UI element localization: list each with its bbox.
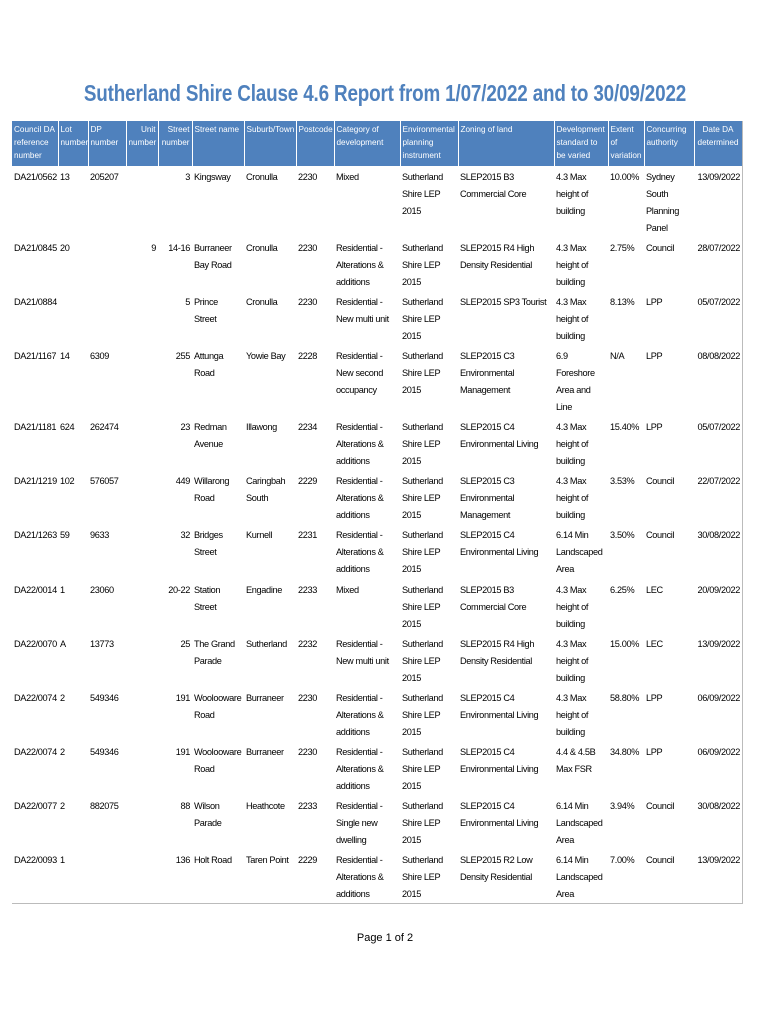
lot-cell: A — [60, 638, 66, 649]
table-row — [12, 416, 742, 470]
street-number-cell: 3 — [185, 172, 190, 182]
unit-cell — [126, 524, 158, 578]
authority-cell: Sydney South Planning Panel — [646, 172, 679, 233]
table-row — [12, 166, 742, 237]
column-header: Development standard to be varied — [554, 121, 608, 166]
da-reference-cell: DA22/0070 — [14, 638, 57, 649]
lot-cell: 1 — [60, 584, 65, 595]
postcode-cell: 2232 — [298, 638, 318, 649]
category-cell: Residential - New second occupancy — [336, 351, 384, 396]
street-number-cell: 136 — [175, 854, 190, 865]
zoning-cell: SLEP2015 C4 Environmental Living — [460, 746, 539, 774]
dp-cell — [88, 237, 126, 291]
column-header: Suburb/Town — [244, 121, 296, 166]
postcode-cell: 2230 — [298, 243, 318, 254]
da-reference-cell: DA21/0884 — [14, 297, 57, 308]
unit-cell: 9 — [151, 243, 156, 254]
planning-instrument-cell: Sutherland Shire LEP 2015 — [402, 638, 443, 683]
planning-instrument-cell: Sutherland Shire LEP 2015 — [402, 243, 443, 288]
dp-cell: 13773 — [90, 638, 114, 649]
lot-cell: 59 — [60, 530, 70, 541]
dp-cell: 262474 — [90, 422, 119, 433]
suburb-cell: Cronulla — [246, 243, 278, 254]
planning-instrument-cell: Sutherland Shire LEP 2015 — [402, 584, 443, 629]
street-number-cell: 23 — [180, 422, 190, 433]
date-cell: 20/09/2022 — [697, 584, 740, 595]
da-reference-cell: DA21/1181 — [14, 422, 57, 433]
category-cell: Mixed — [336, 584, 359, 595]
authority-cell: LEC — [646, 638, 663, 649]
authority-cell: LPP — [646, 692, 663, 703]
postcode-cell: 2231 — [298, 530, 318, 541]
planning-instrument-cell: Sutherland Shire LEP 2015 — [402, 746, 443, 791]
street-number-cell: 255 — [175, 351, 190, 362]
report-table — [12, 121, 743, 903]
planning-instrument-cell: Sutherland Shire LEP 2015 — [402, 422, 443, 467]
variation-cell: 10.00% — [610, 172, 640, 182]
zoning-cell: SLEP2015 R4 High Density Residential — [460, 243, 535, 271]
postcode-cell: 2233 — [298, 584, 318, 595]
street-name-cell: The Grand Parade — [194, 638, 235, 666]
category-cell: Residential - Alterations & additions — [336, 530, 384, 575]
dp-cell — [88, 849, 126, 903]
zoning-cell: SLEP2015 B3 Commercial Core — [460, 172, 527, 199]
postcode-cell: 2229 — [298, 476, 318, 487]
date-cell: 13/09/2022 — [697, 172, 740, 182]
street-name-cell: Woolooware Road — [194, 746, 242, 774]
street-name-cell: Bridges Street — [194, 530, 223, 558]
suburb-cell: Taren Point — [246, 854, 289, 865]
column-header: Category of development — [334, 121, 400, 166]
suburb-cell: Heathcote — [246, 800, 285, 811]
category-cell: Mixed — [336, 172, 359, 182]
suburb-cell: Burraneer — [246, 746, 284, 757]
unit-cell — [126, 470, 158, 524]
authority-cell: Council — [646, 243, 675, 254]
development-standard-cell: 4.4 & 4.5B Max FSR — [556, 746, 596, 774]
zoning-cell: SLEP2015 R4 High Density Residential — [460, 638, 535, 666]
lot-cell — [58, 291, 88, 345]
planning-instrument-cell: Sutherland Shire LEP 2015 — [402, 476, 443, 521]
development-standard-cell: 4.3 Max height of building — [556, 638, 589, 683]
column-header: Lot number — [58, 121, 88, 166]
date-cell: 05/07/2022 — [697, 422, 740, 433]
table-row — [12, 633, 742, 687]
zoning-cell: SLEP2015 C4 Environmental Living — [460, 692, 539, 720]
da-reference-cell: DA21/1167 — [14, 351, 57, 362]
street-number-cell: 5 — [185, 297, 190, 308]
zoning-cell: SLEP2015 C4 Environmental Living — [460, 800, 539, 828]
authority-cell: LPP — [646, 297, 663, 308]
suburb-cell: Cronulla — [246, 297, 278, 308]
suburb-cell: Sutherland — [246, 638, 287, 649]
date-cell: 28/07/2022 — [697, 243, 740, 254]
development-standard-cell: 4.3 Max height of building — [556, 584, 589, 629]
column-header: Street number — [158, 121, 192, 166]
variation-cell: 6.25% — [610, 584, 635, 595]
street-name-cell: Woolooware Road — [194, 692, 242, 720]
development-standard-cell: 4.3 Max height of building — [556, 692, 589, 737]
table-row — [12, 470, 742, 524]
lot-cell: 13 — [60, 172, 70, 182]
date-cell: 08/08/2022 — [697, 351, 740, 362]
da-reference-cell: DA22/0074 — [14, 692, 57, 703]
table-row — [12, 795, 742, 849]
street-name-cell: Holt Road — [194, 854, 232, 865]
variation-cell: 8.13% — [610, 297, 635, 308]
postcode-cell: 2230 — [298, 746, 318, 757]
street-name-cell: Redman Avenue — [194, 422, 227, 450]
table-row — [12, 849, 742, 903]
column-header: Environmental planning instrument — [400, 121, 458, 166]
variation-cell: N/A — [610, 351, 625, 362]
street-name-cell: Prince Street — [194, 297, 218, 325]
postcode-cell: 2230 — [298, 172, 318, 182]
unit-cell — [126, 741, 158, 795]
variation-cell: 15.40% — [610, 422, 640, 433]
variation-cell: 2.75% — [610, 243, 635, 254]
zoning-cell: SLEP2015 C3 Environmental Management — [460, 476, 515, 521]
authority-cell: LPP — [646, 746, 663, 757]
suburb-cell: Illawong — [246, 422, 277, 433]
da-reference-cell: DA21/0845 — [14, 243, 57, 254]
column-header: Extent of variation — [608, 121, 644, 166]
table-row — [12, 237, 742, 291]
date-cell: 13/09/2022 — [697, 638, 740, 649]
dp-cell: 23060 — [90, 584, 114, 595]
development-standard-cell: 6.14 Min Landscaped Area — [556, 530, 603, 575]
table-row — [12, 741, 742, 795]
street-number-cell: 449 — [175, 476, 190, 487]
planning-instrument-cell: Sutherland Shire LEP 2015 — [402, 854, 443, 899]
postcode-cell: 2234 — [298, 422, 318, 433]
street-number-cell: 32 — [180, 530, 190, 541]
lot-cell: 624 — [60, 422, 75, 433]
development-standard-cell: 4.3 Max height of building — [556, 476, 589, 521]
development-standard-cell: 4.3 Max height of building — [556, 172, 589, 216]
lot-cell: 14 — [60, 351, 70, 362]
development-standard-cell: 6.14 Min Landscaped Area — [556, 854, 603, 899]
street-number-cell: 20-22 — [168, 584, 190, 595]
date-cell: 06/09/2022 — [697, 746, 740, 757]
street-name-cell: Kingsway — [194, 172, 231, 182]
table-row — [12, 579, 742, 633]
da-reference-cell: DA22/0077 — [14, 800, 57, 811]
planning-instrument-cell: Sutherland Shire LEP 2015 — [402, 692, 443, 737]
postcode-cell: 2228 — [298, 351, 318, 362]
zoning-cell: SLEP2015 R2 Low Density Residential — [460, 854, 533, 882]
category-cell: Residential - Alterations & additions — [336, 854, 384, 899]
report-title: Sutherland Shire Clause 4.6 Report from 1/07/2022 and to 30/09/2022 — [83, 80, 687, 106]
column-header: Street name — [192, 121, 244, 166]
authority-cell: Council — [646, 800, 675, 811]
street-number-cell: 14-16 — [168, 243, 190, 254]
dp-cell: 882075 — [90, 800, 119, 811]
table-row — [12, 345, 742, 416]
lot-cell: 1 — [60, 854, 65, 865]
category-cell: Residential - New multi unit — [336, 638, 389, 666]
column-header: Zoning of land — [458, 121, 554, 166]
category-cell: Residential - Alterations & additions — [336, 422, 384, 467]
category-cell: Residential - Alterations & additions — [336, 746, 384, 791]
date-cell: 13/09/2022 — [697, 854, 740, 865]
street-number-cell: 191 — [175, 746, 190, 757]
planning-instrument-cell: Sutherland Shire LEP 2015 — [402, 530, 443, 575]
category-cell: Residential - New multi unit — [336, 297, 389, 325]
planning-instrument-cell: Sutherland Shire LEP 2015 — [402, 351, 443, 396]
zoning-cell: SLEP2015 B3 Commercial Core — [460, 584, 527, 612]
variation-cell: 15.00% — [610, 638, 640, 649]
postcode-cell: 2233 — [298, 800, 318, 811]
suburb-cell: Caringbah South — [246, 476, 286, 504]
street-number-cell: 25 — [180, 638, 190, 649]
postcode-cell: 2230 — [298, 692, 318, 703]
zoning-cell: SLEP2015 C4 Environmental Living — [460, 422, 539, 450]
dp-cell: 9633 — [90, 530, 110, 541]
table-row — [12, 524, 742, 578]
dp-cell: 576057 — [90, 476, 119, 487]
da-reference-cell: DA21/0562 — [14, 172, 57, 182]
da-reference-cell: DA22/0014 — [14, 584, 57, 595]
variation-cell: 3.53% — [610, 476, 635, 487]
unit-cell — [126, 291, 158, 345]
development-standard-cell: 6.14 Min Landscaped Area — [556, 800, 603, 845]
lot-cell: 2 — [60, 746, 65, 757]
street-name-cell: Attunga Road — [194, 351, 224, 379]
authority-cell: Council — [646, 476, 675, 487]
column-header: Council DA reference number — [12, 121, 58, 166]
unit-cell — [126, 416, 158, 470]
date-cell: 30/08/2022 — [697, 800, 740, 811]
dp-cell: 205207 — [90, 172, 119, 182]
variation-cell: 3.50% — [610, 530, 635, 541]
development-standard-cell: 4.3 Max height of building — [556, 243, 589, 288]
unit-cell — [126, 166, 158, 237]
planning-instrument-cell: Sutherland Shire LEP 2015 — [402, 800, 443, 845]
date-cell: 06/09/2022 — [697, 692, 740, 703]
postcode-cell: 2230 — [298, 297, 318, 308]
category-cell: Residential - Alterations & additions — [336, 476, 384, 521]
postcode-cell: 2229 — [298, 854, 318, 865]
development-standard-cell: 4.3 Max height of building — [556, 297, 589, 342]
street-name-cell: Willarong Road — [194, 476, 230, 504]
column-header: Unit number — [126, 121, 158, 166]
page-number: Page 1 of 2 — [356, 932, 414, 944]
street-name-cell: Burraneer Bay Road — [194, 243, 232, 271]
dp-cell: 549346 — [90, 692, 119, 703]
column-header: Concurring authority — [644, 121, 694, 166]
zoning-cell: SLEP2015 C3 Environmental Management — [460, 351, 515, 396]
street-name-cell: Station Street — [194, 584, 221, 612]
planning-instrument-cell: Sutherland Shire LEP 2015 — [402, 297, 443, 342]
zoning-cell: SLEP2015 C4 Environmental Living — [460, 530, 539, 558]
variation-cell: 7.00% — [610, 854, 635, 865]
unit-cell — [126, 795, 158, 849]
table-row — [12, 687, 742, 741]
da-reference-cell: DA21/1263 — [14, 530, 57, 541]
dp-cell — [88, 291, 126, 345]
column-header: Date DA determined — [694, 121, 742, 166]
lot-cell: 20 — [60, 243, 70, 254]
suburb-cell: Burraneer — [246, 692, 284, 703]
street-number-cell: 191 — [175, 692, 190, 703]
dp-cell: 6309 — [90, 351, 110, 362]
authority-cell: LEC — [646, 584, 663, 595]
table-row — [12, 291, 742, 345]
category-cell: Residential - Single new dwelling — [336, 800, 383, 845]
development-standard-cell: 6.9 Foreshore Area and Line — [556, 351, 595, 413]
da-reference-cell: DA22/0093 — [14, 854, 57, 865]
table-header-row — [12, 121, 742, 166]
da-reference-cell: DA21/1219 — [14, 476, 57, 487]
da-reference-cell: DA22/0074 — [14, 746, 57, 757]
suburb-cell: Cronulla — [246, 172, 278, 182]
street-number-cell: 88 — [180, 800, 190, 811]
development-standard-cell: 4.3 Max height of building — [556, 422, 589, 467]
authority-cell: LPP — [646, 351, 663, 362]
unit-cell — [126, 579, 158, 633]
authority-cell: Council — [646, 530, 675, 541]
column-header: DP number — [88, 121, 126, 166]
authority-cell: Council — [646, 854, 675, 865]
suburb-cell: Engadine — [246, 584, 283, 595]
column-header: Postcode — [296, 121, 334, 166]
lot-cell: 2 — [60, 800, 65, 811]
unit-cell — [126, 633, 158, 687]
unit-cell — [126, 849, 158, 903]
date-cell: 22/07/2022 — [697, 476, 740, 487]
date-cell: 05/07/2022 — [697, 297, 740, 308]
category-cell: Residential - Alterations & additions — [336, 692, 384, 737]
street-name-cell: Wilson Parade — [194, 800, 222, 828]
variation-cell: 34.80% — [610, 746, 640, 757]
variation-cell: 3.94% — [610, 800, 635, 811]
authority-cell: LPP — [646, 422, 663, 433]
category-cell: Residential - Alterations & additions — [336, 243, 384, 288]
lot-cell: 2 — [60, 692, 65, 703]
lot-cell: 102 — [60, 476, 75, 487]
planning-instrument-cell: Sutherland Shire LEP 2015 — [402, 172, 443, 216]
date-cell: 30/08/2022 — [697, 530, 740, 541]
unit-cell — [126, 345, 158, 416]
dp-cell: 549346 — [90, 746, 119, 757]
variation-cell: 58.80% — [610, 692, 640, 703]
unit-cell — [126, 687, 158, 741]
suburb-cell: Yowie Bay — [246, 351, 286, 362]
zoning-cell: SLEP2015 SP3 Tourist — [460, 297, 547, 308]
suburb-cell: Kurnell — [246, 530, 273, 541]
